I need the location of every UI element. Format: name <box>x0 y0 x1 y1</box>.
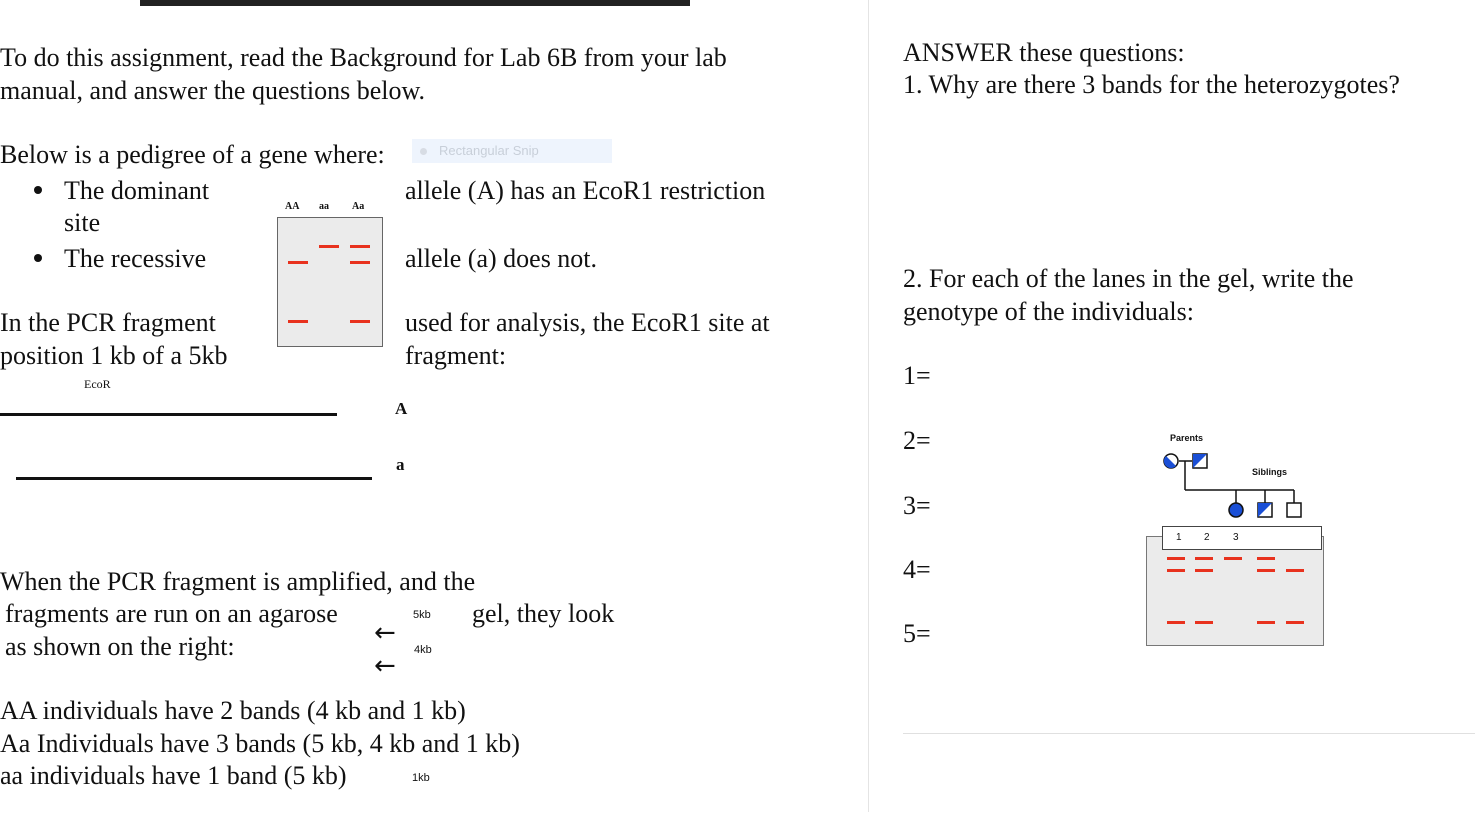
dna-fragment-A <box>0 413 337 416</box>
gel1-label-AA: AA <box>285 201 300 212</box>
gel2-band <box>1224 557 1242 560</box>
gel2-band <box>1195 569 1213 572</box>
gel1-band <box>288 261 308 264</box>
bullet1-end: allele (A) has an EcoR1 restriction <box>405 176 766 205</box>
pcr-line1-end: used for analysis, the EcoR1 site at <box>405 308 770 337</box>
size-label-1kb: 1kb <box>412 772 430 784</box>
gel1-band <box>350 261 370 264</box>
bullet2-start: The recessive <box>64 244 207 273</box>
rectangular-snip-tooltip <box>412 139 612 163</box>
parents-label: Parents <box>1170 433 1204 443</box>
gel1-band <box>350 245 370 248</box>
answer-divider-line <box>903 733 1475 734</box>
bullet-dot-icon <box>34 254 42 262</box>
bullet2-end: allele (a) does not. <box>405 244 598 273</box>
gel-diagram-genotypes <box>277 217 383 347</box>
gel2-band <box>1195 557 1213 560</box>
bullet1-wrap: site <box>64 208 101 237</box>
size-label-4kb: 4kb <box>414 644 432 656</box>
gel1-band <box>350 320 370 323</box>
snip-dot-icon <box>420 148 427 155</box>
gel2-band <box>1286 569 1304 572</box>
gel2-band <box>1286 621 1304 624</box>
intro-line-1: To do this assignment, read the Background for Lab 6B from your lab <box>0 43 727 72</box>
bullet1-start: The dominant <box>64 176 210 205</box>
question-2-line-1: 2. For each of the lanes in the gel, write the <box>903 264 1354 293</box>
header-cutoff <box>140 0 690 6</box>
intro-line-2: manual, and answer the questions below. <box>0 76 426 105</box>
gel1-band <box>288 320 308 323</box>
amplified-line-2-end: gel, they look <box>472 599 615 628</box>
gel1-label-Aa: Aa <box>352 201 365 212</box>
result-Aa: Aa Individuals have 3 bands (5 kb, 4 kb and 1 kb) <box>0 729 520 758</box>
answer-lane-1[interactable]: 1= <box>903 361 931 390</box>
pcr-line2-start: position 1 kb of a 5kb <box>0 341 228 370</box>
arrow-left-icon: ← <box>374 618 396 648</box>
gel1-band <box>319 245 339 248</box>
ecor-site-label: EcoR <box>84 377 111 391</box>
gel2-band <box>1167 621 1185 624</box>
sibling-affected-female <box>1229 503 1243 517</box>
size-label-5kb: 5kb <box>413 609 431 621</box>
allele-A-label: A <box>395 399 408 418</box>
gel1-label-aa: aa <box>319 201 329 212</box>
pcr-line1-start: In the PCR fragment <box>0 308 216 337</box>
gel2-band <box>1167 569 1185 572</box>
arrow-left-icon: ← <box>374 651 396 681</box>
gel2-band <box>1257 621 1275 624</box>
gel2-band <box>1195 621 1213 624</box>
question-1: 1. Why are there 3 bands for the heterozygotes? <box>903 70 1400 99</box>
amplified-line-3: as shown on the right: <box>5 632 235 661</box>
answer-lane-2[interactable]: 2= <box>903 426 931 455</box>
answer-lane-3[interactable]: 3= <box>903 491 931 520</box>
lane-number-1: 1 <box>1176 532 1182 543</box>
lane-number-box <box>1162 526 1322 550</box>
gel-diagram-family <box>1146 536 1324 646</box>
pcr-line2-end: fragment: <box>405 341 507 370</box>
lane-number-2: 2 <box>1204 532 1210 543</box>
allele-a-label: a <box>396 455 405 474</box>
answer-heading: ANSWER these questions: <box>903 38 1185 67</box>
amplified-line-1: When the PCR fragment is amplified, and the <box>0 567 476 596</box>
pedigree-intro: Below is a pedigree of a gene where: <box>0 140 385 169</box>
answer-lane-4[interactable]: 4= <box>903 555 931 584</box>
question-2-line-2: genotype of the individuals: <box>903 297 1195 326</box>
lane-number-3: 3 <box>1233 532 1239 543</box>
result-aa: aa individuals have 1 band (5 kb) <box>0 761 347 790</box>
pedigree-chart <box>1155 448 1315 524</box>
amplified-line-2-start: fragments are run on an agarose <box>5 599 338 628</box>
sibling-unaffected-male <box>1287 503 1301 517</box>
snip-label: Rectangular Snip <box>439 143 539 158</box>
column-divider <box>868 0 869 812</box>
dna-fragment-a <box>16 477 372 480</box>
bullet-dot-icon <box>34 186 42 194</box>
result-AA: AA individuals have 2 bands (4 kb and 1 kb) <box>0 696 466 725</box>
gel2-band <box>1257 569 1275 572</box>
siblings-label: Siblings <box>1252 467 1288 477</box>
answer-lane-5[interactable]: 5= <box>903 619 931 648</box>
gel2-band <box>1167 557 1185 560</box>
gel2-band <box>1257 557 1275 560</box>
